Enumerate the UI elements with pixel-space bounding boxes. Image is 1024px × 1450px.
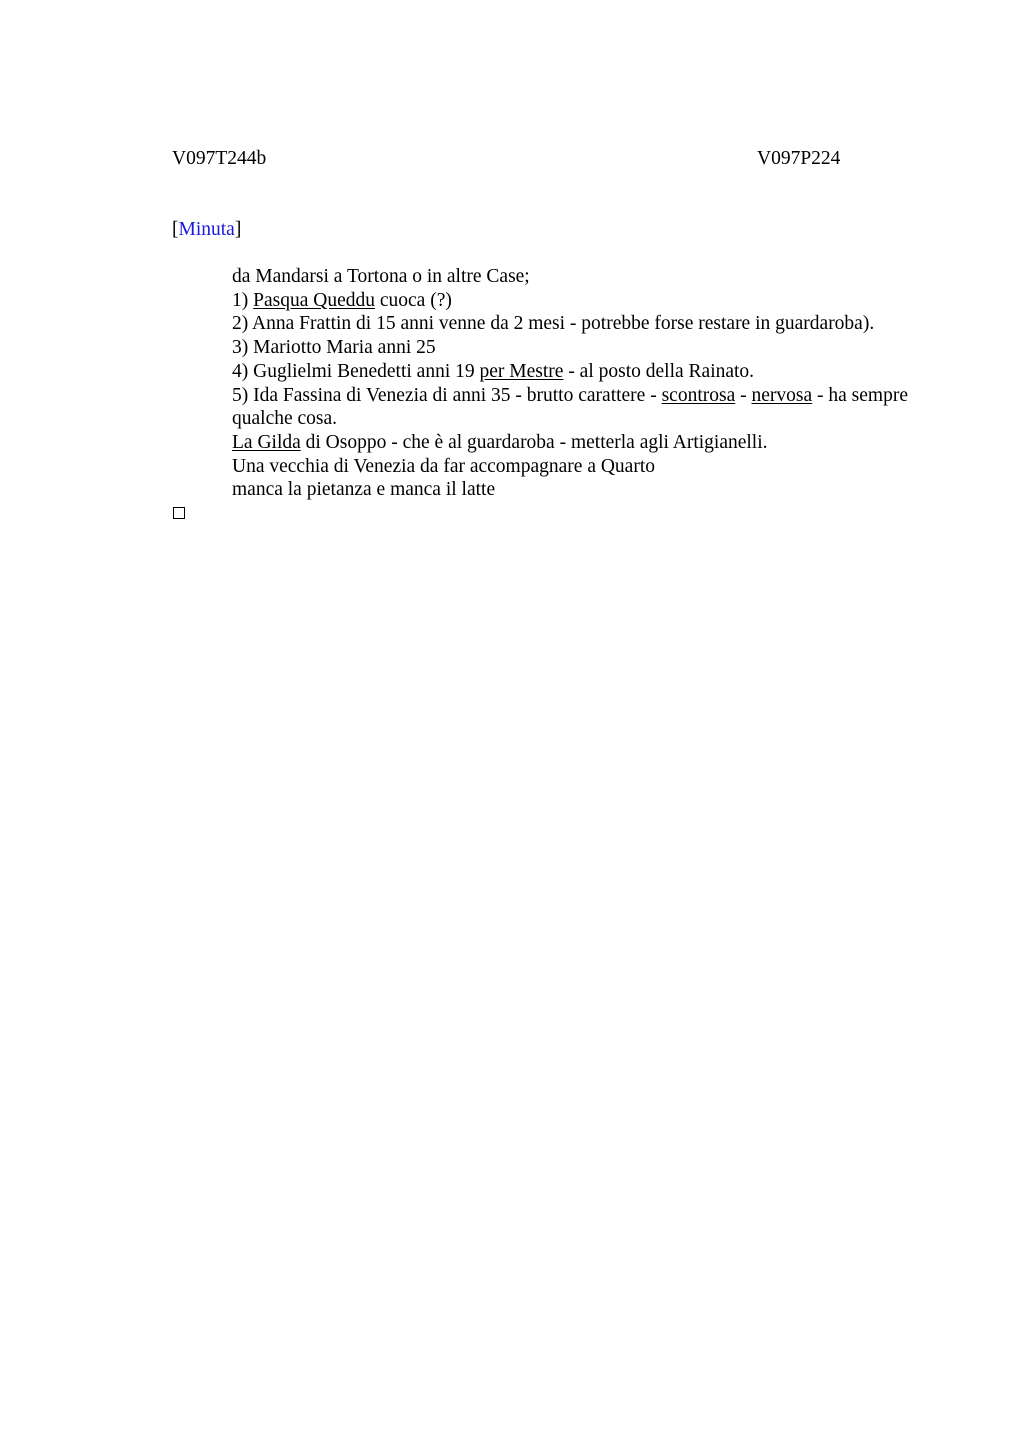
section-label — [172, 218, 241, 242]
list-item-4-destination: per Mestre — [479, 360, 564, 382]
list-item-1-suffix: cuoca (?) — [374, 289, 452, 311]
open-bracket: [ — [172, 219, 179, 240]
list-item-4-prefix: 4) Guglielmi Benedetti anni 19 — [232, 360, 480, 382]
list-item-2: 2) Anna Frattin di 15 anni venne da 2 mesi - potrebbe forse restare in guardaroba). — [232, 313, 875, 335]
white-square-icon — [173, 507, 185, 519]
list-item-5-trait-1: scontrosa — [661, 384, 736, 406]
gilda-name: La Gilda — [232, 431, 301, 453]
close-bracket: ] — [234, 219, 242, 240]
pietanza-line: manca la pietanza e manca il latte — [232, 479, 496, 501]
list-item-5-suffix: - ha sempre qualche cosa. — [232, 384, 908, 430]
list-item-1-prefix: 1) — [232, 289, 254, 311]
list-item-1-name: Pasqua Queddu — [253, 289, 375, 311]
list-item-5 — [172, 384, 922, 431]
intro-line: da Mandarsi a Tortona o in altre Case; — [232, 266, 530, 287]
list-item-5-trait-2: nervosa — [751, 384, 813, 406]
list-item-3: 3) Mariotto Maria anni 25 — [232, 337, 436, 359]
list-item-1 — [172, 289, 922, 313]
document-code-left: V097T244b — [172, 148, 267, 169]
vecchia-line: Una vecchia di Venezia da far accompagnare a Quarto — [232, 455, 655, 477]
list-item-5-prefix: 5) Ida Fassina di Venezia di anni 35 - brutto carattere - — [232, 384, 662, 406]
list-item-4 — [172, 360, 922, 384]
document-code-right: V097P224 — [757, 148, 841, 169]
list-item-4-suffix: - al posto della Rainato. — [563, 360, 755, 382]
list-item-5-separator: - — [735, 384, 752, 406]
minuta-link[interactable]: Minuta — [178, 219, 235, 240]
gilda-suffix: di Osoppo - che è al guardaroba - metterla agli Artigianelli. — [300, 431, 768, 453]
document-body — [172, 265, 922, 502]
gilda-line — [172, 431, 922, 455]
